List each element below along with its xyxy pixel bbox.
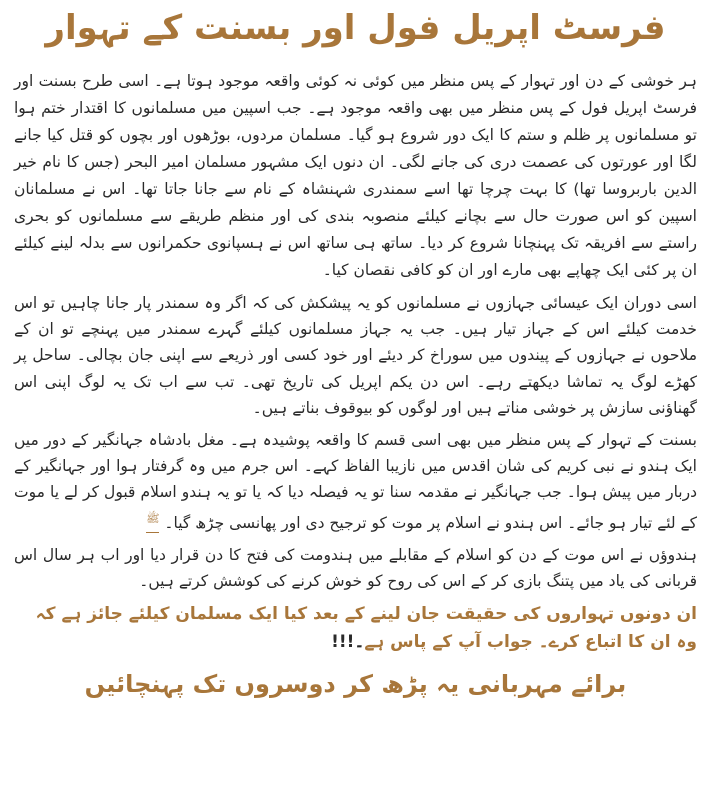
article-title: فرسٹ اپریل فول اور بسنت کے تہوار [45, 8, 666, 48]
paragraph-2: اسی دوران ایک عیسائی جہازوں نے مسلمانوں کو یہ پیشکش کی کہ اگر وہ سمندر پار جانا چاہیں تو اس خدمت کیلئے اس کے جہاز تیار ہیں۔ جب یہ جہاز مسلمانوں کیلئے گہرے سمندر میں پہنچے تو ان کے ملاحوں نے جہازوں کے پیندوں میں سوراخ کر دیئے اور خود کسی اور ذریعے سے اپنی جان بچالی۔ ساحل پر کھڑے لوگ یہ تماشا دیکھتے رہے۔ اس دن یکم اپریل کی تاریخ تھی۔ تب سے اب تک یہ لوگ اپنی اس گھناؤنی سازش پر خوشی مناتے ہیں اور لوگوں کو بیوقوف بناتے ہیں۔ [14, 294, 697, 417]
share-request: برائے مہربانی یہ پڑھ کر دوسروں تک پہنچائیں [84, 670, 627, 699]
paragraph-4: ہندوؤں نے اس موت کے دن کو اسلام کے مقابلے میں ہندومت کی فتح کا دن قرار دیا اور اب ہر سال اس قربانی کی یاد میں پتنگ بازی کر کے اس کی روح کو خوش کرنے کی کوشش کرتے ہیں۔ [14, 545, 697, 591]
salla-mark: ﷺ [146, 506, 159, 533]
closing-question-text: ان دونوں تہواروں کی حقیقت جان لینے کے بعد کیا ایک مسلمان کیلئے جائز ہے کہ وہ ان کا اتباع کرے۔ جواب آپ کے پاس ہے [35, 604, 697, 653]
paragraph-3-text: بسنت کے تہوار کے پس منظر میں بھی اسی قسم کا واقعہ پوشیدہ ہے۔ مغل بادشاہ جہانگیر کے دور میں ایک ہندو نے نبی کریم کی شان اقدس میں نازیبا الفاظ کہے۔ اس جرم میں وہ گرفتار ہوا اور جہانگیر کے دربار میں پیش ہوا۔ جب جہانگیر نے مقدمہ سنا تو یہ فیصلہ دیا کہ یا تو یہ ہندو اسلام قبول کر لے یا موت کے لئے تیار ہو جائے۔ اس ہندو نے اسلام پر موت کو ترجیح دی اور پھانسی چڑھ گیا۔ [14, 431, 697, 532]
closing-question [14, 600, 697, 656]
paragraph-1: ہر خوشی کے دن اور تہوار کے پس منظر میں کوئی نہ کوئی واقعہ موجود ہوتا ہے۔ اسی طرح بسنت اور فرسٹ اپریل فول کے پس منظر میں بھی واقعہ موجود ہے۔ جب اسپین میں مسلمانوں کا اقتدار ختم ہوا تو مسلمانوں پر ظلم و ستم کا ایک دور شروع ہو گیا۔ مسلمان مردوں، بوڑھوں اور بچوں کو قتل کیا جانے لگا اور عورتوں کی عصمت دری کی جانے لگی۔ ان دنوں ایک مشہور مسلمان امیر البحر (جس کا نام خیر الدین باربروسا تھا) کا بہت چرچا تھا اسے سمندری شہنشاہ کے نام سے جانا جاتا تھا۔ اس نے مسلمانان اسپین کو اس صورت حال سے بچانے کیلئے منصوبہ بندی کی اور منظم طریقے سے مسلمانوں کو بحری راستے سے افریقہ تک پہنچانا شروع کر دیا۔ ساتھ ہی ساتھ اس نے ہسپانوی حکمرانوں سے بدلہ لینے کیلئے ان پر کئی ایک چھاپے بھی مارے اور ان کو کافی نقصان کیا۔ [14, 72, 697, 279]
end-mark: ۔!!! [331, 632, 365, 653]
paragraph-3 [14, 427, 697, 536]
